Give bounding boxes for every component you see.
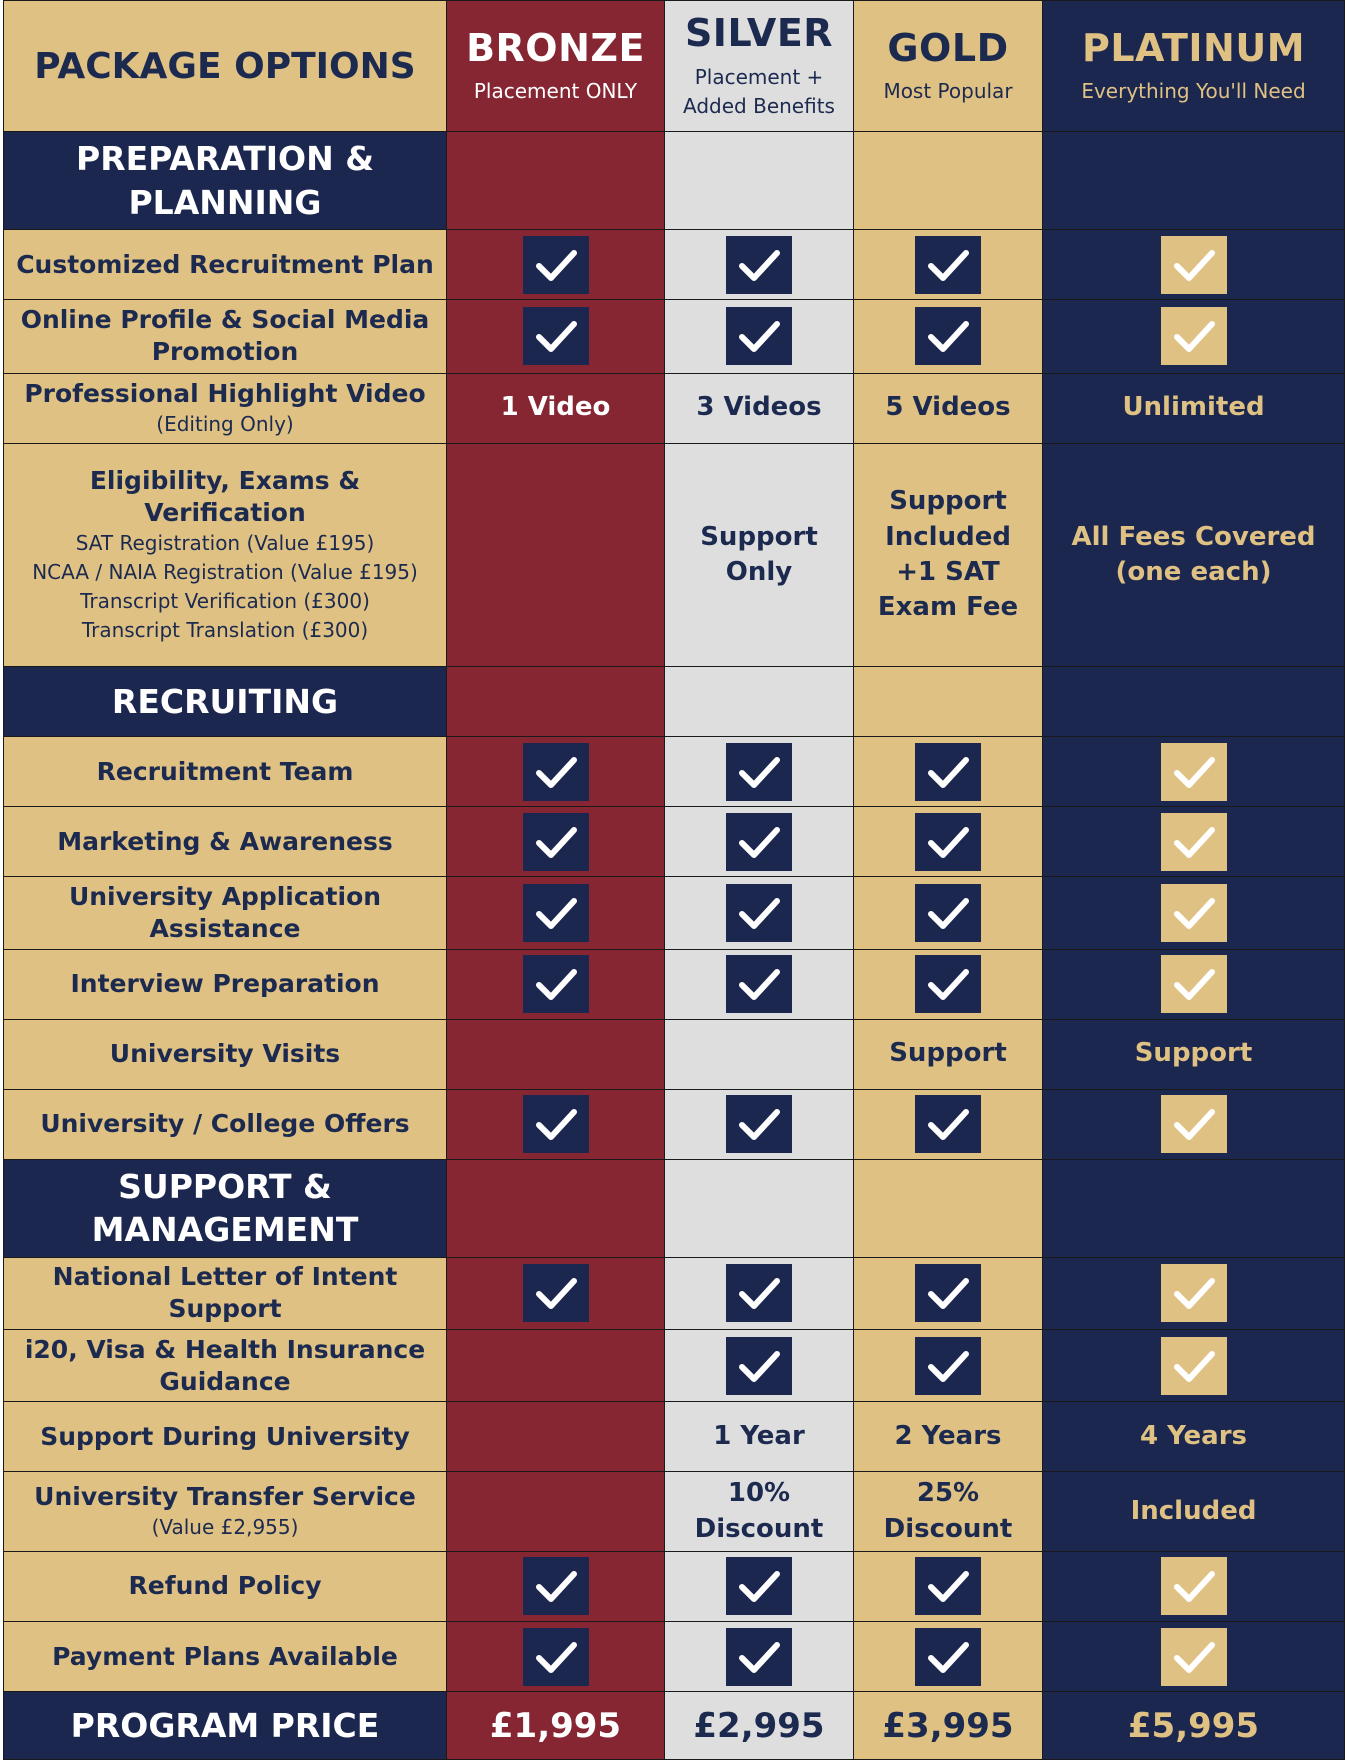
check-icon xyxy=(726,813,792,871)
feature-label-cell xyxy=(4,300,447,373)
platinum-value-text: All Fees Covered (one each) xyxy=(1071,521,1316,587)
gold-value-text: 5 Videos xyxy=(885,392,1011,423)
section-spacer-gold xyxy=(854,667,1043,737)
check-icon xyxy=(523,1264,589,1322)
silver-value-cell xyxy=(665,1329,854,1401)
platinum-value-cell xyxy=(1043,1402,1345,1472)
bronze-value-cell xyxy=(447,1257,665,1329)
feature-label: National Letter of Intent Support xyxy=(52,1262,398,1324)
check-icon xyxy=(915,743,981,801)
gold-value-cell xyxy=(854,300,1043,373)
price-value-bronze: £1,995 xyxy=(489,1705,622,1746)
platinum-value-cell xyxy=(1043,1019,1345,1089)
section-spacer-gold xyxy=(854,1159,1043,1257)
feature-row-recruitment-team xyxy=(4,737,1345,807)
platinum-value-text: Support xyxy=(1134,1038,1253,1069)
feature-label: University Application Assistance xyxy=(68,881,382,943)
tier-tagline-bronze: Placement ONLY xyxy=(473,79,638,104)
check-icon xyxy=(915,1557,981,1615)
feature-label: Support During University xyxy=(40,1421,410,1451)
feature-row-university-visits xyxy=(4,1019,1345,1089)
gold-value-cell xyxy=(854,1257,1043,1329)
section-spacer-platinum xyxy=(1043,667,1345,737)
feature-label-cell xyxy=(4,807,447,877)
platinum-value-cell xyxy=(1043,877,1345,949)
check-icon xyxy=(523,1095,589,1153)
section-title: PREPARATION & PLANNING xyxy=(76,139,374,222)
silver-value-cell xyxy=(665,300,854,373)
bronze-value-cell xyxy=(447,1621,665,1691)
silver-value-cell xyxy=(665,807,854,877)
platinum-value-cell xyxy=(1043,807,1345,877)
silver-value-cell xyxy=(665,1402,854,1472)
platinum-value-cell xyxy=(1043,230,1345,300)
feature-label: Online Profile & Social Media Promotion xyxy=(20,305,430,367)
program-price-label-cell xyxy=(4,1692,447,1760)
check-icon xyxy=(523,955,589,1013)
check-icon xyxy=(523,743,589,801)
check-icon xyxy=(523,236,589,294)
feature-row-online-profile-and-social-media-promotion xyxy=(4,300,1345,373)
check-icon xyxy=(523,884,589,942)
check-icon xyxy=(1161,1557,1227,1615)
feature-label-cell xyxy=(4,1402,447,1472)
feature-row-support-during-university xyxy=(4,1402,1345,1472)
silver-value-cell xyxy=(665,443,854,667)
check-icon xyxy=(523,307,589,365)
feature-row-professional-highlight-video xyxy=(4,373,1345,443)
gold-value-cell xyxy=(854,1621,1043,1691)
feature-row-eligibility-exams-and-verification xyxy=(4,443,1345,667)
tier-name-bronze: BRONZE xyxy=(466,25,645,70)
feature-label-cell xyxy=(4,373,447,443)
feature-label-cell xyxy=(4,877,447,949)
package-options-label: PACKAGE OPTIONS xyxy=(34,45,416,87)
section-spacer-gold xyxy=(854,132,1043,230)
feature-label: University Transfer Service xyxy=(34,1482,416,1512)
gold-value-cell xyxy=(854,1019,1043,1089)
platinum-value-cell xyxy=(1043,1621,1345,1691)
price-cell-silver xyxy=(665,1692,854,1760)
bronze-value-cell xyxy=(447,1019,665,1089)
silver-value-cell xyxy=(665,1019,854,1089)
check-icon xyxy=(915,307,981,365)
feature-label: i20, Visa & Health Insurance Guidance xyxy=(24,1334,426,1396)
check-icon xyxy=(726,743,792,801)
section-spacer-platinum xyxy=(1043,132,1345,230)
silver-value-cell xyxy=(665,737,854,807)
check-icon xyxy=(1161,307,1227,365)
check-icon xyxy=(1161,884,1227,942)
check-icon xyxy=(915,955,981,1013)
platinum-value-text: 4 Years xyxy=(1139,1421,1248,1451)
bronze-value-cell xyxy=(447,230,665,300)
silver-value-cell xyxy=(665,230,854,300)
tier-tagline-silver: Placement + Added Benefits xyxy=(683,64,835,118)
feature-label: Payment Plans Available xyxy=(52,1641,398,1671)
silver-value-text: 1 Year xyxy=(713,1421,805,1451)
platinum-value-cell xyxy=(1043,1257,1345,1329)
section-spacer-bronze xyxy=(447,667,665,737)
feature-note: (Value £2,955) xyxy=(151,1515,299,1540)
bronze-value-cell xyxy=(447,737,665,807)
silver-value-text: Support Only xyxy=(700,521,818,587)
silver-value-cell xyxy=(665,877,854,949)
check-icon xyxy=(915,884,981,942)
gold-value-cell xyxy=(854,1329,1043,1401)
section-row-recruiting xyxy=(4,667,1345,737)
bronze-value-cell xyxy=(447,373,665,443)
section-spacer-bronze xyxy=(447,1159,665,1257)
bronze-value-cell xyxy=(447,1329,665,1401)
gold-value-text: 25% Discount xyxy=(883,1478,1013,1544)
check-icon xyxy=(915,1095,981,1153)
section-heading xyxy=(4,1159,447,1257)
feature-row-marketing-and-awareness xyxy=(4,807,1345,877)
feature-label-cell xyxy=(4,443,447,667)
price-value-gold: £3,995 xyxy=(882,1705,1014,1746)
feature-label: Recruitment Team xyxy=(96,756,354,786)
gold-value-cell xyxy=(854,1402,1043,1472)
feature-label-cell xyxy=(4,1329,447,1401)
gold-value-cell xyxy=(854,1472,1043,1552)
platinum-value-text: Included xyxy=(1130,1495,1257,1526)
check-icon xyxy=(726,307,792,365)
silver-value-cell xyxy=(665,1257,854,1329)
feature-label: Eligibility, Exams & Verification xyxy=(89,465,361,527)
feature-label-cell xyxy=(4,1551,447,1621)
feature-row-university-application-assistance xyxy=(4,877,1345,949)
platinum-value-cell xyxy=(1043,300,1345,373)
check-icon xyxy=(726,884,792,942)
feature-label: Professional Highlight Video xyxy=(24,378,426,408)
feature-label: University Visits xyxy=(109,1039,341,1069)
feature-label: Marketing & Awareness xyxy=(57,826,393,856)
feature-label: Interview Preparation xyxy=(70,969,380,999)
check-icon xyxy=(1161,1095,1227,1153)
gold-value-cell xyxy=(854,1089,1043,1159)
silver-value-cell xyxy=(665,1472,854,1552)
feature-note: Transcript Verification (£300) xyxy=(80,588,370,613)
tier-header-platinum xyxy=(1043,1,1345,132)
check-icon xyxy=(523,813,589,871)
bronze-value-cell xyxy=(447,949,665,1019)
gold-value-text: Support xyxy=(889,1038,1007,1069)
section-title: RECRUITING xyxy=(111,681,339,721)
check-icon xyxy=(1161,813,1227,871)
feature-row-i20-visa-and-health-insurance-guidance xyxy=(4,1329,1345,1401)
tier-name-platinum: PLATINUM xyxy=(1081,25,1306,70)
package-comparison-table xyxy=(3,0,1345,1760)
feature-row-payment-plans-available xyxy=(4,1621,1345,1691)
gold-value-cell xyxy=(854,737,1043,807)
check-icon xyxy=(523,1628,589,1686)
silver-value-cell xyxy=(665,373,854,443)
platinum-value-cell xyxy=(1043,443,1345,667)
check-icon xyxy=(1161,955,1227,1013)
check-icon xyxy=(1161,1264,1227,1322)
header-row xyxy=(4,1,1345,132)
feature-label-cell xyxy=(4,949,447,1019)
bronze-value-cell xyxy=(447,300,665,373)
gold-value-text: 2 Years xyxy=(894,1421,1002,1451)
feature-label: University / College Offers xyxy=(40,1109,410,1139)
feature-row-interview-preparation xyxy=(4,949,1345,1019)
section-title: SUPPORT & MANAGEMENT xyxy=(91,1166,359,1250)
gold-value-cell xyxy=(854,949,1043,1019)
gold-value-cell xyxy=(854,1551,1043,1621)
feature-row-refund-policy xyxy=(4,1551,1345,1621)
platinum-value-cell xyxy=(1043,1472,1345,1552)
platinum-value-cell xyxy=(1043,373,1345,443)
check-icon xyxy=(915,1264,981,1322)
check-icon xyxy=(726,236,792,294)
platinum-value-text: Unlimited xyxy=(1122,392,1265,423)
section-heading xyxy=(4,667,447,737)
tier-tagline-gold: Most Popular xyxy=(883,79,1013,104)
platinum-value-cell xyxy=(1043,1089,1345,1159)
feature-note: Transcript Translation (£300) xyxy=(81,617,369,642)
check-icon xyxy=(726,1337,792,1395)
silver-value-cell xyxy=(665,1089,854,1159)
silver-value-text: 3 Videos xyxy=(696,392,822,423)
check-icon xyxy=(726,955,792,1013)
tier-header-bronze xyxy=(447,1,665,132)
feature-label-cell xyxy=(4,1089,447,1159)
feature-label-cell xyxy=(4,1621,447,1691)
feature-row-university-college-offers xyxy=(4,1089,1345,1159)
section-spacer-silver xyxy=(665,1159,854,1257)
silver-value-text: 10% Discount xyxy=(694,1478,824,1544)
gold-value-cell xyxy=(854,807,1043,877)
feature-note: (Editing Only) xyxy=(156,411,294,436)
feature-note: NCAA / NAIA Registration (Value £195) xyxy=(32,559,418,584)
check-icon xyxy=(726,1628,792,1686)
price-value-platinum: £5,995 xyxy=(1127,1705,1260,1746)
gold-value-cell xyxy=(854,373,1043,443)
price-value-silver: £2,995 xyxy=(693,1705,825,1746)
bronze-value-cell xyxy=(447,1551,665,1621)
section-heading xyxy=(4,132,447,230)
feature-label-cell xyxy=(4,1019,447,1089)
tier-name-silver: SILVER xyxy=(684,11,834,56)
check-icon xyxy=(726,1264,792,1322)
bronze-value-cell xyxy=(447,807,665,877)
bronze-value-text: 1 Video xyxy=(500,392,611,423)
silver-value-cell xyxy=(665,1621,854,1691)
section-spacer-silver xyxy=(665,132,854,230)
gold-value-text: Support Included +1 SAT Exam Fee xyxy=(877,486,1019,623)
platinum-value-cell xyxy=(1043,737,1345,807)
feature-label: Refund Policy xyxy=(128,1571,322,1601)
tier-name-gold: GOLD xyxy=(887,25,1009,70)
check-icon xyxy=(915,813,981,871)
price-row xyxy=(4,1692,1345,1760)
check-icon xyxy=(915,1337,981,1395)
feature-label-cell xyxy=(4,1472,447,1552)
platinum-value-cell xyxy=(1043,949,1345,1019)
tier-header-gold xyxy=(854,1,1043,132)
section-spacer-silver xyxy=(665,667,854,737)
check-icon xyxy=(726,1557,792,1615)
check-icon xyxy=(523,1557,589,1615)
section-spacer-platinum xyxy=(1043,1159,1345,1257)
bronze-value-cell xyxy=(447,1089,665,1159)
feature-row-national-letter-of-intent-support xyxy=(4,1257,1345,1329)
gold-value-cell xyxy=(854,230,1043,300)
gold-value-cell xyxy=(854,443,1043,667)
feature-label: Customized Recruitment Plan xyxy=(16,249,434,279)
section-row-preparation-and-planning xyxy=(4,132,1345,230)
bronze-value-cell xyxy=(447,1402,665,1472)
package-options-heading xyxy=(4,1,447,132)
silver-value-cell xyxy=(665,1551,854,1621)
platinum-value-cell xyxy=(1043,1329,1345,1401)
check-icon xyxy=(915,236,981,294)
program-price-label: PROGRAM PRICE xyxy=(70,1706,380,1746)
check-icon xyxy=(1161,1337,1227,1395)
check-icon xyxy=(1161,743,1227,801)
price-cell-platinum xyxy=(1043,1692,1345,1760)
check-icon xyxy=(1161,236,1227,294)
section-row-support-and-management xyxy=(4,1159,1345,1257)
price-cell-bronze xyxy=(447,1692,665,1760)
tier-header-silver xyxy=(665,1,854,132)
table-body xyxy=(4,1,1345,1760)
feature-row-university-transfer-service xyxy=(4,1472,1345,1552)
feature-label-cell xyxy=(4,737,447,807)
feature-note: SAT Registration (Value £195) xyxy=(75,530,375,555)
price-cell-gold xyxy=(854,1692,1043,1760)
gold-value-cell xyxy=(854,877,1043,949)
feature-label-cell xyxy=(4,230,447,300)
feature-row-customized-recruitment-plan xyxy=(4,230,1345,300)
bronze-value-cell xyxy=(447,877,665,949)
bronze-value-cell xyxy=(447,1472,665,1552)
tier-tagline-platinum: Everything You'll Need xyxy=(1081,79,1306,104)
check-icon xyxy=(1161,1628,1227,1686)
bronze-value-cell xyxy=(447,443,665,667)
platinum-value-cell xyxy=(1043,1551,1345,1621)
check-icon xyxy=(915,1628,981,1686)
silver-value-cell xyxy=(665,949,854,1019)
section-spacer-bronze xyxy=(447,132,665,230)
feature-label-cell xyxy=(4,1257,447,1329)
check-icon xyxy=(726,1095,792,1153)
